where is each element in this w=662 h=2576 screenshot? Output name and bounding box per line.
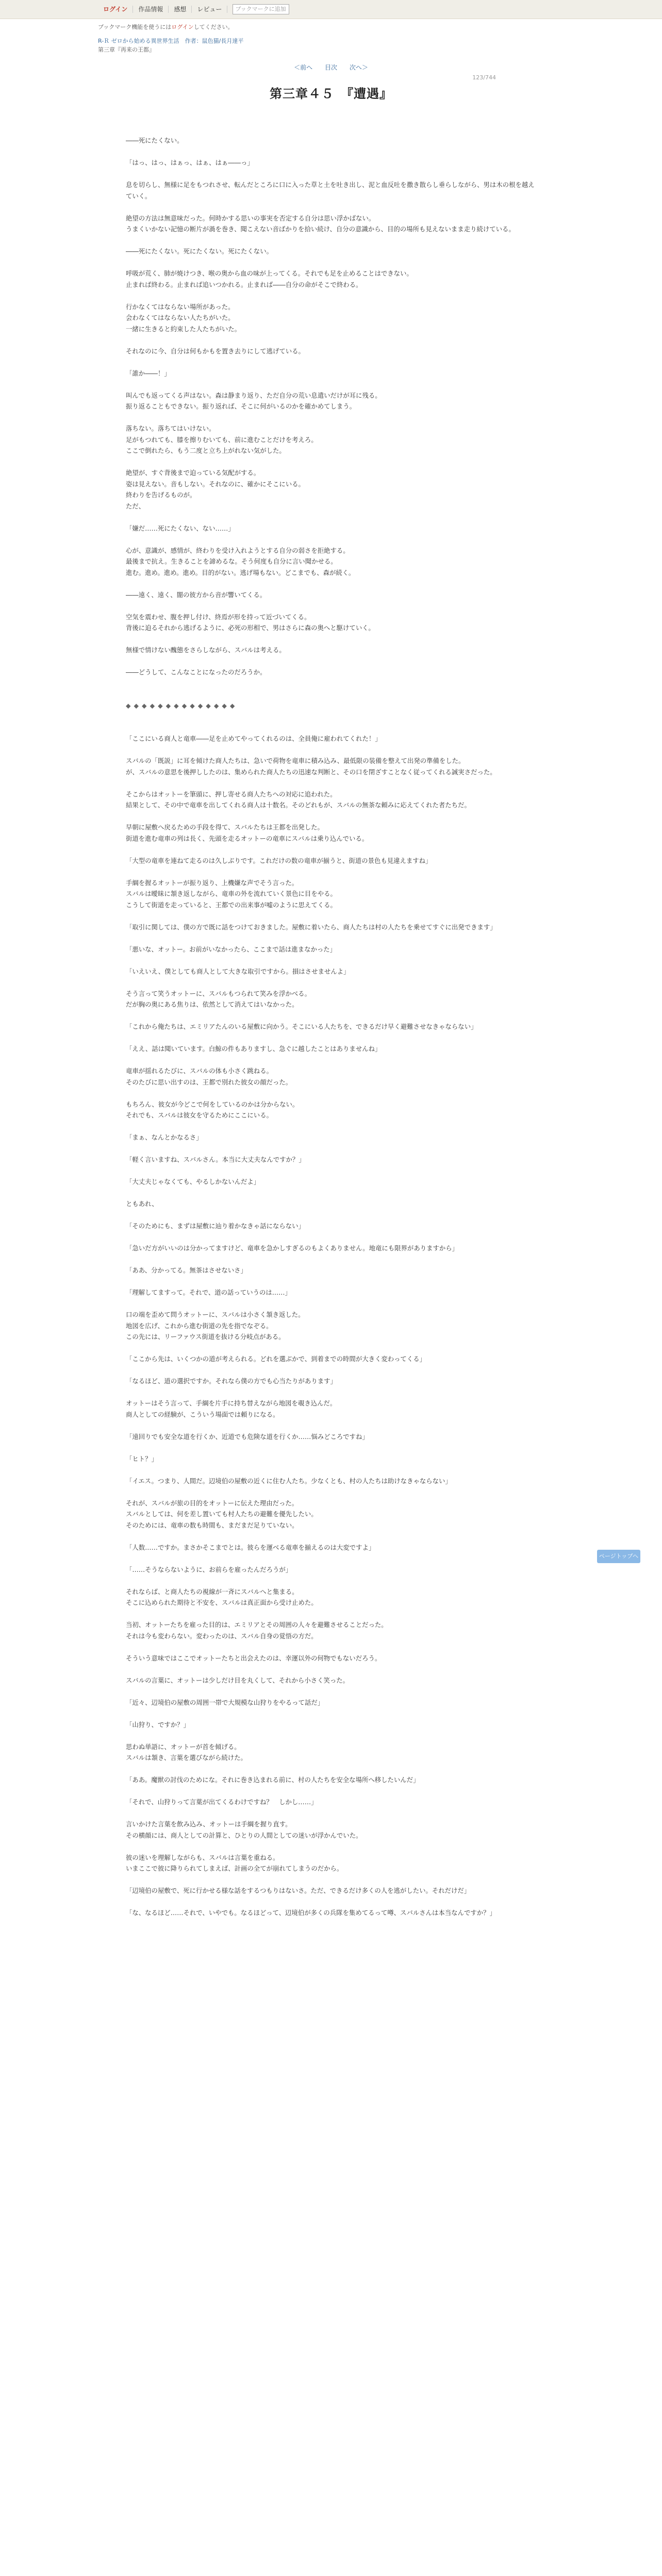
series-line <box>98 37 562 45</box>
paragraph-gap <box>126 844 536 855</box>
paragraph-gap <box>126 1708 536 1719</box>
paragraph-gap <box>126 866 536 877</box>
paragraph-gap <box>126 201 536 213</box>
paragraph: スバルは頷き、言葉を選びながら続けた。 <box>126 1754 247 1761</box>
paragraph: もちろん、彼女が今どこで何をしているのかは分からない。 <box>126 1100 299 1108</box>
paragraph: それは今も変わらない。変わったのは、スバル自身の覚悟の方だ。 <box>126 1632 318 1640</box>
paragraph: 「いえいえ、僕としても商人として大きな取引ですから。損はさせませんよ」 <box>126 967 350 975</box>
paragraph: 彼の迷いを理解しながらも、スバルは言葉を重ねる。 <box>126 1853 279 1861</box>
paragraph: その横顔には、商人としての計算と、ひとりの人間としての迷いが浮かんでいた。 <box>126 1831 362 1839</box>
paragraph: スバルの「既説」に耳を傾けた商人たちは、急いで荷物を竜車に積み込み、最低限の装備を整えて出発の準備をした。 <box>126 757 465 765</box>
paragraph: 「嫌だ……死にたくない、ない……」 <box>126 524 235 532</box>
paragraph-gap <box>126 1254 536 1265</box>
paragraph-gap <box>126 1010 536 1022</box>
paragraph: ――どうして、こんなことになったのだろうか。 <box>126 668 267 676</box>
paragraph: 「……そうならないように、お前らを雇ったんだろうが」 <box>126 1565 292 1573</box>
paragraph-gap <box>126 1298 536 1310</box>
paragraph: 口の端を歪めて問うオットーに、スバルは小さく頷き返した。 <box>126 1311 305 1318</box>
paragraph: 「軽く言いますね、スバルさん。本当に大丈夫なんですか？」 <box>126 1156 305 1163</box>
spacer <box>98 31 562 37</box>
paragraph-gap <box>126 1730 536 1741</box>
chapter-title: 第三章４５ 『遭遇』 <box>270 87 392 101</box>
paragraph-gap <box>126 1188 536 1199</box>
login-notice <box>98 23 562 31</box>
paragraph: それなのに今、自分は何もかもを置き去りにして逃げている。 <box>126 347 305 355</box>
paragraph: オットーはそう言って、手綱を片手に持ち替えながら地図を覗き込んだ。 <box>126 1399 337 1407</box>
paragraph: 「遠回りでも安全な道を行くか、近道でも危険な道を行くか……悩みどころですね」 <box>126 1432 369 1440</box>
paragraph: 振り返ることもできない。振り返れば、そこに何がいるのかを確かめてしまう。 <box>126 402 356 410</box>
paragraph: 思わぬ単語に、オットーが首を傾げる。 <box>126 1742 241 1751</box>
paragraph: 早朝に屋敷へ戻るための手段を得て、スバルたちは王都を出発した。 <box>126 823 324 831</box>
paragraph: 「そのためにも、まずは屋敷に辿り着かなきゃ話にならない」 <box>126 1222 305 1230</box>
paragraph: 「これから俺たちは、エミリアたんのいる屋敷に向かう。そこにいる人たちを、できるだけ早く避難させなきゃならない」 <box>126 1023 477 1030</box>
paragraph: ――死にたくない。死にたくない。死にたくない。 <box>126 247 273 255</box>
paragraph: 「山狩り、ですか？」 <box>126 1720 190 1728</box>
impressions-link[interactable]: 感想 <box>169 6 192 13</box>
paragraph-gap <box>126 1442 536 1453</box>
paragraph: ただ、 <box>126 502 145 510</box>
paragraph-gap <box>126 689 536 700</box>
paragraph-gap <box>126 257 536 268</box>
paragraph-gap <box>126 290 536 301</box>
paragraph: スバルは曖昧に頷き返しながら、竜車の外を流れていく景色に目をやる。 <box>126 890 337 897</box>
notice-tail: してください。 <box>193 24 234 30</box>
paragraph: 言いかけた言葉を飲み込み、オットーは手綱を握り直す。 <box>126 1820 292 1828</box>
paragraph: 「まぁ、なんとかなるさ」 <box>126 1133 203 1141</box>
paragraph: 息を切らし、無様に足をもつれさせ、転んだところに口に入った草と土を吐き出し、泥と血反吐を撒き散らし垂らしながら、男は木の根を越えていく。 <box>126 181 535 200</box>
paragraph: それでも、スバルは彼女を守るためにここにいる。 <box>126 1111 273 1119</box>
notice-login-link[interactable]: ログイン <box>171 24 194 30</box>
paragraph: 「悪いな、オットー。お前がいなかったら、ここまで話は進まなかった」 <box>126 945 337 953</box>
paragraph-gap <box>126 1896 536 1908</box>
paragraph: この先には、リーファウス街道を抜ける分岐点がある。 <box>126 1333 285 1341</box>
paragraph-gap <box>126 656 536 667</box>
paragraph: 進む。進め。進め。進め。目的がない。逃げ場もない。どこまでも、森が続く。 <box>126 568 355 577</box>
paragraph-gap <box>126 711 536 722</box>
prev-link[interactable]: ＜前へ <box>294 64 313 71</box>
paragraph: そういう意味ではここでオットーたちと出会えたのは、幸運以外の何物でもないだろう。 <box>126 1654 382 1662</box>
paragraph-gap <box>126 811 536 822</box>
paragraph: が、スバルの意思を後押ししたのは、集められた商人たちの迅速な判断と、その口を閉ざすことなく従ってくれる誠実さだった。 <box>126 768 496 776</box>
paragraph: 商人としての経験が、こういう場面では頼りになる。 <box>126 1410 279 1418</box>
paragraph-gap <box>126 933 536 944</box>
paragraph-gap <box>126 1686 536 1697</box>
paragraph: だが胸の奥にある焦りは、依然として消えてはいなかった。 <box>126 1001 299 1008</box>
paragraph-gap <box>126 910 536 922</box>
paragraph: 「ここにいる商人と竜車――足を止めてやってくれるのは、全員俺に雇われてくれた！」 <box>126 735 382 742</box>
paragraph: 「ああ、分かってる。無茶はさせないさ」 <box>126 1266 247 1274</box>
paragraph: 「イエス。つまり、人間だ。辺境伯の屋敷の近くに住む人たち。少なくとも、村の人たちは助けなきゃならない」 <box>126 1477 452 1485</box>
paragraph-gap <box>126 1343 536 1354</box>
paragraph: 「辺境伯の屋敷で、死に行かせる様な話をするつもりはないさ。ただ、できるだけ多くの人を逃がしたい。それだけだ」 <box>126 1887 471 1894</box>
top-bar <box>0 0 662 19</box>
paragraph: 落ちない。落ちてはいけない。 <box>126 425 216 432</box>
paragraph-gap <box>126 1641 536 1653</box>
paragraph-gap <box>126 534 536 545</box>
paragraph: こうして街道を走っていると、王都での出来事が嘘のように思えてくる。 <box>126 901 337 909</box>
paragraph: ――遠く、遠く、闇の彼方から音が響いてくる。 <box>126 590 267 599</box>
paragraph-gap <box>126 1232 536 1243</box>
paragraph-gap <box>126 722 536 734</box>
paragraph: それならば、と商人たちの視線が一斉にスバルへと集まる。 <box>126 1587 299 1596</box>
paragraph-gap <box>126 1486 536 1498</box>
paragraph: うまくいかない記憶の断片が渦を巻き、聞こえない音ばかりを拾い続け、自分の意識から、目的の場所も見えないまま走り続けている。 <box>126 225 515 233</box>
paragraph: 当初、オットーたちを雇った目的は、エミリアとその周囲の人々を避難させることだった。 <box>126 1621 388 1629</box>
paragraph-gap <box>126 412 536 423</box>
paragraph-gap <box>126 1764 536 1775</box>
paragraph: 「人数……ですか。まさかそこまでとは。彼らを運べる竜車を揃えるのは大変ですよ」 <box>126 1543 375 1551</box>
series-link[interactable]: R-Ｒ ゼロから始める異世界生活 作者：鼠色猫/長月達平 <box>98 38 244 44</box>
paragraph: 心が、意識が、感情が、終わりを受け入れようとする自分の弱さを拒絶する。 <box>126 546 350 554</box>
paragraph-gap <box>126 1055 536 1066</box>
paragraph: 姿は見えない。音もしない。それなのに、確かにそこにいる。 <box>126 480 305 488</box>
paragraph-gap <box>126 334 536 346</box>
paragraph: スバルの言葉に、オットーは少しだけ目を丸くして、それから小さく笑った。 <box>126 1676 350 1684</box>
paragraph-gap <box>126 1210 536 1221</box>
paragraph-gap <box>126 1553 536 1564</box>
paragraph: 最後まで抗え。生きることを諦めるな。そう何度も自分に言い聞かせる。 <box>126 557 337 565</box>
paragraph-gap <box>126 1874 536 1886</box>
paragraph: 空気を震わせ、腹を押し付け、終焉が形を持って近づいてくる。 <box>126 613 311 621</box>
paragraph: 行かなくてはならない場所があった。 <box>126 302 235 311</box>
page-top-button[interactable]: ページトップへ <box>597 1550 640 1563</box>
paragraph-gap <box>126 578 536 589</box>
paragraph-gap <box>126 1786 536 1797</box>
section-separator: ◆◆◆◆◆◆◆◆◆◆◆◆◆◆ <box>126 701 238 709</box>
paragraph-gap <box>126 1387 536 1398</box>
paragraph: いまここで彼に降りられてしまえば、計画の全てが崩れてしまうのだから。 <box>126 1865 343 1872</box>
paragraph-gap <box>126 357 536 368</box>
paragraph-gap <box>126 1165 536 1177</box>
paragraph: 「ここから先は、いくつかの道が考えられる。どれを選ぶかで、到着までの時間が大きく変わってくる」 <box>126 1355 426 1363</box>
paragraph: 「理解してますって。それで、道の話っていうのは……」 <box>126 1289 291 1296</box>
paragraph: 止まれば終わる。止まれば追いつかれる。止まれば――自分の命がそこで終わる。 <box>126 280 362 289</box>
paragraph-gap <box>126 1032 536 1044</box>
paragraph: 「なるほど、道の選択ですか。それなら僕の方でも心当たりがあります」 <box>126 1377 337 1385</box>
paragraph: 「それで、山狩りって言葉が出てくるわけですね？ しかし……」 <box>126 1798 318 1806</box>
paragraph: 呼吸が荒く、肺が焼けつき、喉の奥から血の味が上ってくる。それでも足を止めることはできない。 <box>126 269 413 277</box>
toc-link[interactable]: 目次 <box>324 64 337 71</box>
paragraph: 「ああ。魔獣の討伐のためにな。それに巻き込まれる前に、村の人たちを安全な場所へ移したいんだ」 <box>126 1776 420 1784</box>
paragraph: 竜車が揺れるたびに、スバルの体も小さく跳ねる。 <box>126 1067 273 1075</box>
review-link[interactable]: レビュー <box>192 6 227 13</box>
paragraph: 「大型の竜車を連ねて走るのは久しぶりです。これだけの数の竜車が揃うと、街道の景色も見違えますね」 <box>126 856 432 865</box>
login-link[interactable]: ログイン <box>98 6 133 13</box>
paragraph-gap <box>126 1664 536 1675</box>
paragraph: 「急いだ方がいいのは分かってますけど、竜車を急かしすぎるのもよくありません。地竜にも限界がありますから」 <box>126 1244 459 1252</box>
paragraph-gap <box>126 955 536 966</box>
paragraph-gap <box>126 744 536 756</box>
paragraph: 地図を広げ、これから進む街道の先を指でなぞる。 <box>126 1321 273 1330</box>
paragraph: 「はっ、はっ、はぁっ、はぁ、はぁ――っ」 <box>126 159 254 166</box>
paragraph-gap <box>126 600 536 612</box>
paragraph-gap <box>126 634 536 645</box>
paragraph-gap <box>126 168 536 180</box>
paragraph-gap <box>126 1808 536 1819</box>
chapter-nav <box>0 63 662 72</box>
paragraph: 「な、なるほど……それで、いやでも。なるほどって、辺境伯が多くの兵隊を集めてるって噂、スバルさんは本当なんですか？」 <box>126 1909 496 1917</box>
novel-body <box>126 135 536 1919</box>
bookmark-add-box[interactable]: ブックマークに追加 <box>233 4 289 14</box>
top-bar-inner <box>98 0 289 19</box>
paragraph-gap <box>126 1121 536 1132</box>
paragraph: 「ええ、話は聞いています。白鯨の件もありますし、急ぐに越したことはありませんね」 <box>126 1045 382 1053</box>
paragraph: 終わりを告げるものが。 <box>126 491 196 499</box>
next-link[interactable]: 次へ＞ <box>349 64 368 71</box>
paragraph-gap <box>126 1841 536 1852</box>
paragraph-gap <box>126 1420 536 1431</box>
paragraph: 絶望の方法は無意味だった。何時かする思いの事実を否定する自分は思い浮かばない。 <box>126 214 375 222</box>
paragraph: 「大丈夫じゃなくても、やるしかないんだよ」 <box>126 1178 260 1185</box>
paragraph-gap <box>126 512 536 523</box>
paragraph-gap <box>126 1575 536 1586</box>
paragraph: 結果として、その中で竜車を出してくれる商人は十数名。そのどれもが、スバルの無茶な頼みに応えてくれた者たちだ。 <box>126 801 471 809</box>
paragraph: それが、スバルが旅の目的をオットーに伝えた理由だった。 <box>126 1499 299 1507</box>
paragraph: そう言って笑うオットーに、スバルもつられて笑みを浮かべる。 <box>126 989 311 997</box>
paragraph-gap <box>126 1464 536 1476</box>
paragraph: 手綱を握るオットーが振り返り、上機嫌な声でそう言った。 <box>126 878 299 887</box>
paragraph: 一緒に生きると約束した人たちがいた。 <box>126 325 241 333</box>
paragraph: そのためには、竜車の数も時間も、まだまだ足りていない。 <box>126 1521 299 1529</box>
paragraph: そのたびに思い出すのは、王都で別れた彼女の顔だった。 <box>126 1078 292 1086</box>
paragraph: そこに込められた期待と不安を、スバルは真正面から受け止めた。 <box>126 1599 318 1606</box>
page-header <box>98 23 562 54</box>
paragraph-gap <box>126 1143 536 1155</box>
paragraph-gap <box>126 1365 536 1376</box>
paragraph: 背後に迫るそれから逃げるように、必死の形相で、男はさらに森の奥へと駆けていく。 <box>126 624 375 632</box>
paragraph: 「ヒト？」 <box>126 1454 158 1463</box>
paragraph-gap <box>126 379 536 390</box>
paragraph: 「取引に関しては、僕の方で既に話をつけておきました。屋敷に着いたら、商人たちは村の人たちを乗せてすぐに出発できます」 <box>126 923 496 931</box>
paragraph: スバルとしては、何を差し置いても村人たちの避難を優先したい。 <box>126 1510 318 1518</box>
paragraph: ここで倒れたら、もう二度と立ち上がれない気がした。 <box>126 447 286 454</box>
paragraph: ともあれ、 <box>126 1200 158 1208</box>
paragraph: 足がもつれても、膝を擦りむいても、前に進むことだけを考えろ。 <box>126 435 318 444</box>
paragraph-gap <box>126 1531 536 1542</box>
paragraph-gap <box>126 146 536 158</box>
paragraph: 会わなくてはならない人たちがいた。 <box>126 314 235 321</box>
paragraph: ――死にたくない。 <box>126 137 184 144</box>
paragraph: 絶望が、すぐ背後まで迫っている気配がする。 <box>126 469 260 477</box>
notice-text: ブックマーク機能を使うには <box>98 24 172 30</box>
paragraph-gap <box>126 977 536 988</box>
page-counter: 123/744 <box>472 74 496 81</box>
paragraph: 叫んでも返ってくる声はない。森は静まり返り、ただ自分の荒い息遣いだけが耳に残る。 <box>126 391 382 399</box>
paragraph: 街道を進む竜車の列は長く、先頭を走るオットーの竜車にスバルは乗り込んでいる。 <box>126 834 369 842</box>
paragraph-gap <box>126 1088 536 1099</box>
paragraph: 無様で情けない醜態をさらしながら、スバルは考える。 <box>126 646 286 654</box>
chapter-line: 第三章『再来の王都』 <box>98 46 155 53</box>
paragraph: そこからはオットーを筆頭に、押し寄せる商人たちへの対応に追われた。 <box>126 790 337 798</box>
paragraph: 「誰か――！」 <box>126 369 171 377</box>
paragraph-gap <box>126 1276 536 1287</box>
paragraph-gap <box>126 678 536 689</box>
paragraph: 「近々、辺境伯の屋敷の周囲一帯で大規模な山狩りをやるって話だ」 <box>126 1698 324 1706</box>
work-info-link[interactable]: 作品情報 <box>133 6 169 13</box>
paragraph-gap <box>126 1608 536 1620</box>
paragraph-gap <box>126 456 536 468</box>
paragraph-gap <box>126 777 536 789</box>
paragraph-gap <box>126 235 536 246</box>
